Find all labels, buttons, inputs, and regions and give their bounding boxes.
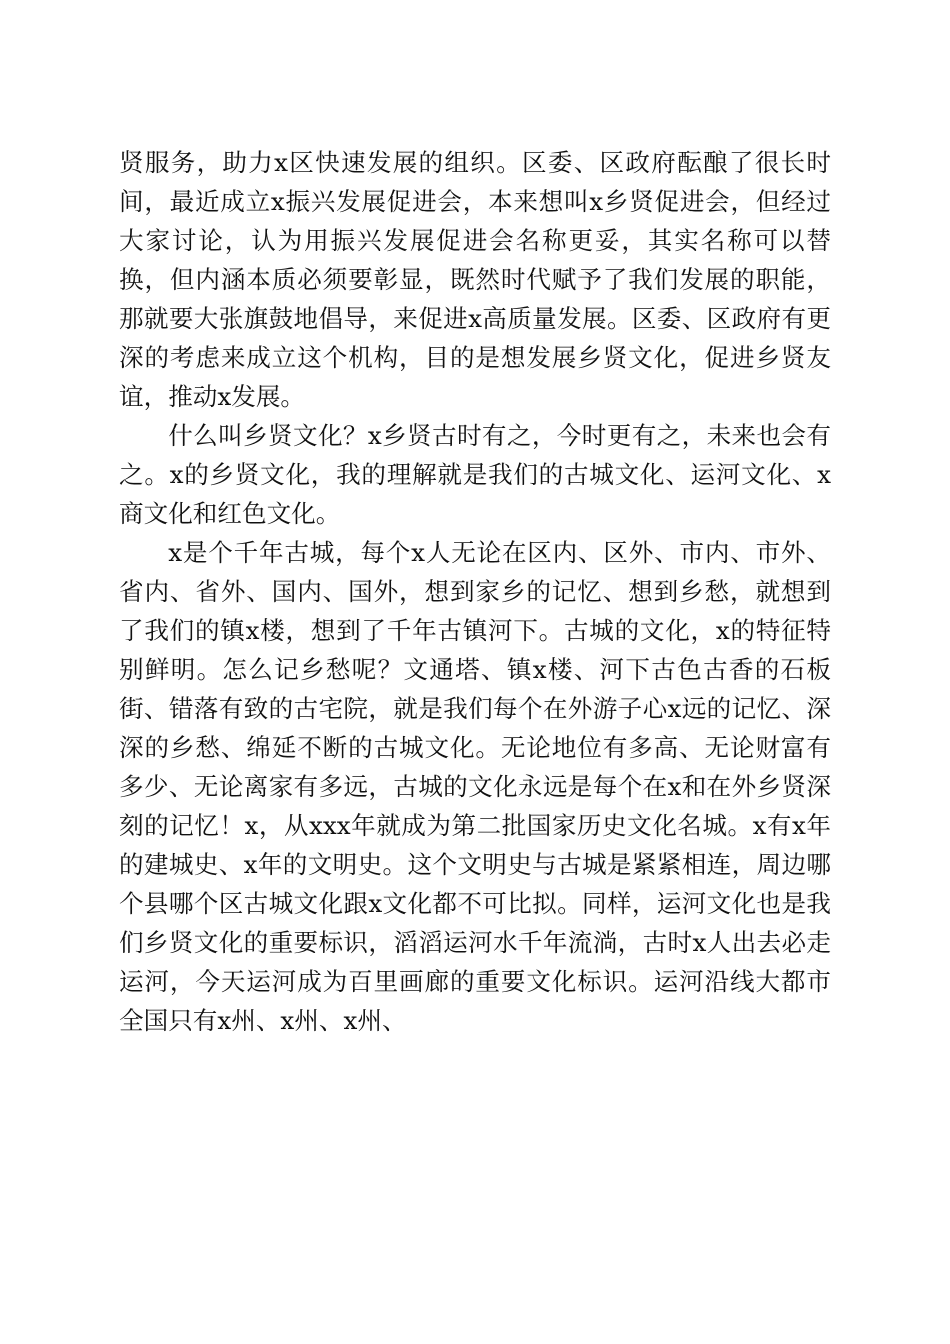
paragraph-ancient-city: x是个千年古城，每个x人无论在区内、区外、市内、市外、省内、省外、国内、国外，想到家乡的记忆、想到乡愁，就想到了我们的镇x楼，想到了千年古镇河下。古城的文化，x的特征特别鲜明。怎么记乡愁呢？文通塔、镇x楼、河下古色古香的石板街、错落有致的古宅院，就是我们每个在外游子心x远的记忆、深深的乡愁、绵延不断的古城文化。无论地位有多高、无论财富有多少、无论离家有多远，古城的文化永远是每个在x和在外乡贤深刻的记忆！x，从xxx年就成为第二批国家历史文化名城。x有x年的建城史、x年的文明史。这个文明史与古城是紧紧相连，周边哪个县哪个区古城文化跟x文化都不可比拟。同样，运河文化也是我们乡贤文化的重要标识，滔滔运河水千年流淌，古时x人出去必走运河，今天运河成为百里画廊的重要文化标识。运河沿线大都市全国只有x州、x州、x州、 bbox=[119, 538, 831, 1035]
document-body bbox=[119, 143, 831, 1040]
paragraph-xiangxian-culture: 什么叫乡贤文化？x乡贤古时有之，今时更有之，未来也会有之。x的乡贤文化，我的理解就是我们的古城文化、运河文化、x商文化和红色文化。 bbox=[119, 421, 831, 528]
paragraph-continued: 贤服务，助力x区快速发展的组织。区委、区政府酝酿了很长时间，最近成立x振兴发展促进会，本来想叫x乡贤促进会，但经过大家讨论，认为用振兴发展促进会名称更妥，其实名称可以替换，但内涵本质必须要彰显，既然时代赋予了我们发展的职能，那就要大张旗鼓地倡导，来促进x高质量发展。区委、区政府有更深的考虑来成立这个机构，目的是想发展乡贤文化，促进乡贤友谊，推动x发展。 bbox=[119, 148, 831, 411]
